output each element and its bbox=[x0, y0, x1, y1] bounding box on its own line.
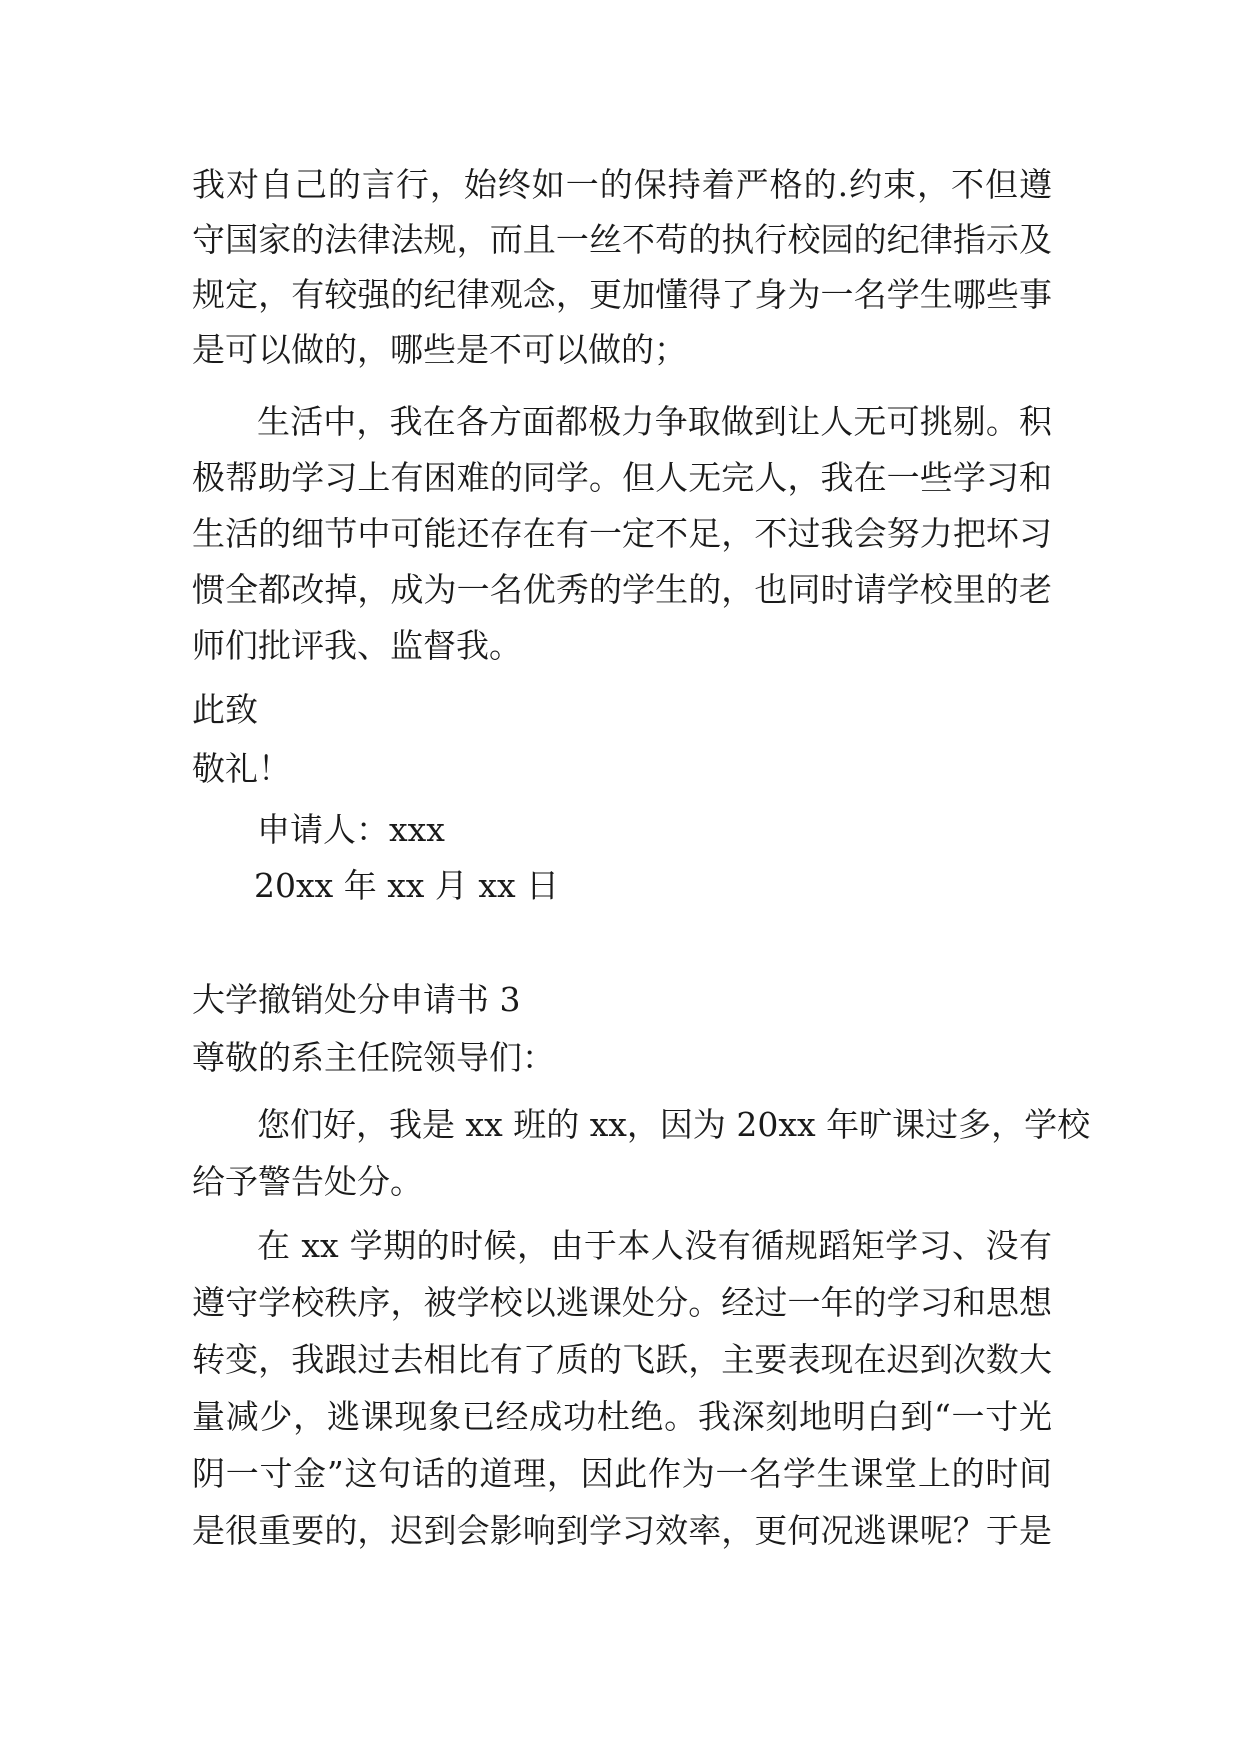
paragraph-first-line: 您们好，我是 xx 班的 xx，因为 20xx 年旷课过多，学校 bbox=[257, 1105, 1091, 1144]
text-line: 转变，我跟过去相比有了质的飞跃，主要表现在迟到次数大 bbox=[192, 1340, 1052, 1379]
text-line: 极帮助学习上有困难的同学。但人无完人，我在一些学习和 bbox=[192, 458, 1052, 497]
text-line: 给予警告处分。 bbox=[192, 1162, 423, 1201]
respect-closing: 敬礼！ bbox=[192, 749, 291, 788]
text-line: 是很重要的，迟到会影响到学习效率，更何况逃课呢？于是 bbox=[192, 1511, 1052, 1550]
section-title: 大学撤销处分申请书 3 bbox=[192, 980, 521, 1019]
text-line: 我对自己的言行，始终如一的保持着严格的.约束，不但遵 bbox=[192, 165, 1052, 204]
text-line: 惯全都改掉，成为一名优秀的学生的，也同时请学校里的老 bbox=[192, 570, 1052, 609]
text-line: 生活的细节中可能还存在有一定不足，不过我会努力把坏习 bbox=[192, 514, 1052, 553]
text-line: 量减少，逃课现象已经成功杜绝。我深刻地明白到“一寸光 bbox=[192, 1397, 1052, 1436]
text-line: 守国家的法律法规，而且一丝不苟的执行校园的纪律指示及 bbox=[192, 220, 1052, 259]
greeting: 尊敬的系主任院领导们： bbox=[192, 1038, 555, 1077]
paragraph-first-line: 在 xx 学期的时候，由于本人没有循规蹈矩学习、没有 bbox=[257, 1226, 1052, 1265]
date-line: 20xx 年 xx 月 xx 日 bbox=[254, 866, 560, 905]
text-line: 是可以做的，哪些是不可以做的； bbox=[192, 330, 687, 369]
text-line: 阴一寸金”这句话的道理，因此作为一名学生课堂上的时间 bbox=[192, 1454, 1052, 1493]
text-line: 师们批评我、监督我。 bbox=[192, 626, 522, 665]
text-line: 遵守学校秩序，被学校以逃课处分。经过一年的学习和思想 bbox=[192, 1283, 1052, 1322]
salutation: 此致 bbox=[192, 690, 258, 729]
text-line: 规定，有较强的纪律观念，更加懂得了身为一名学生哪些事 bbox=[192, 275, 1052, 314]
paragraph-first-line: 生活中，我在各方面都极力争取做到让人无可挑剔。积 bbox=[257, 402, 1052, 441]
applicant-line: 申请人：xxx bbox=[257, 810, 445, 849]
